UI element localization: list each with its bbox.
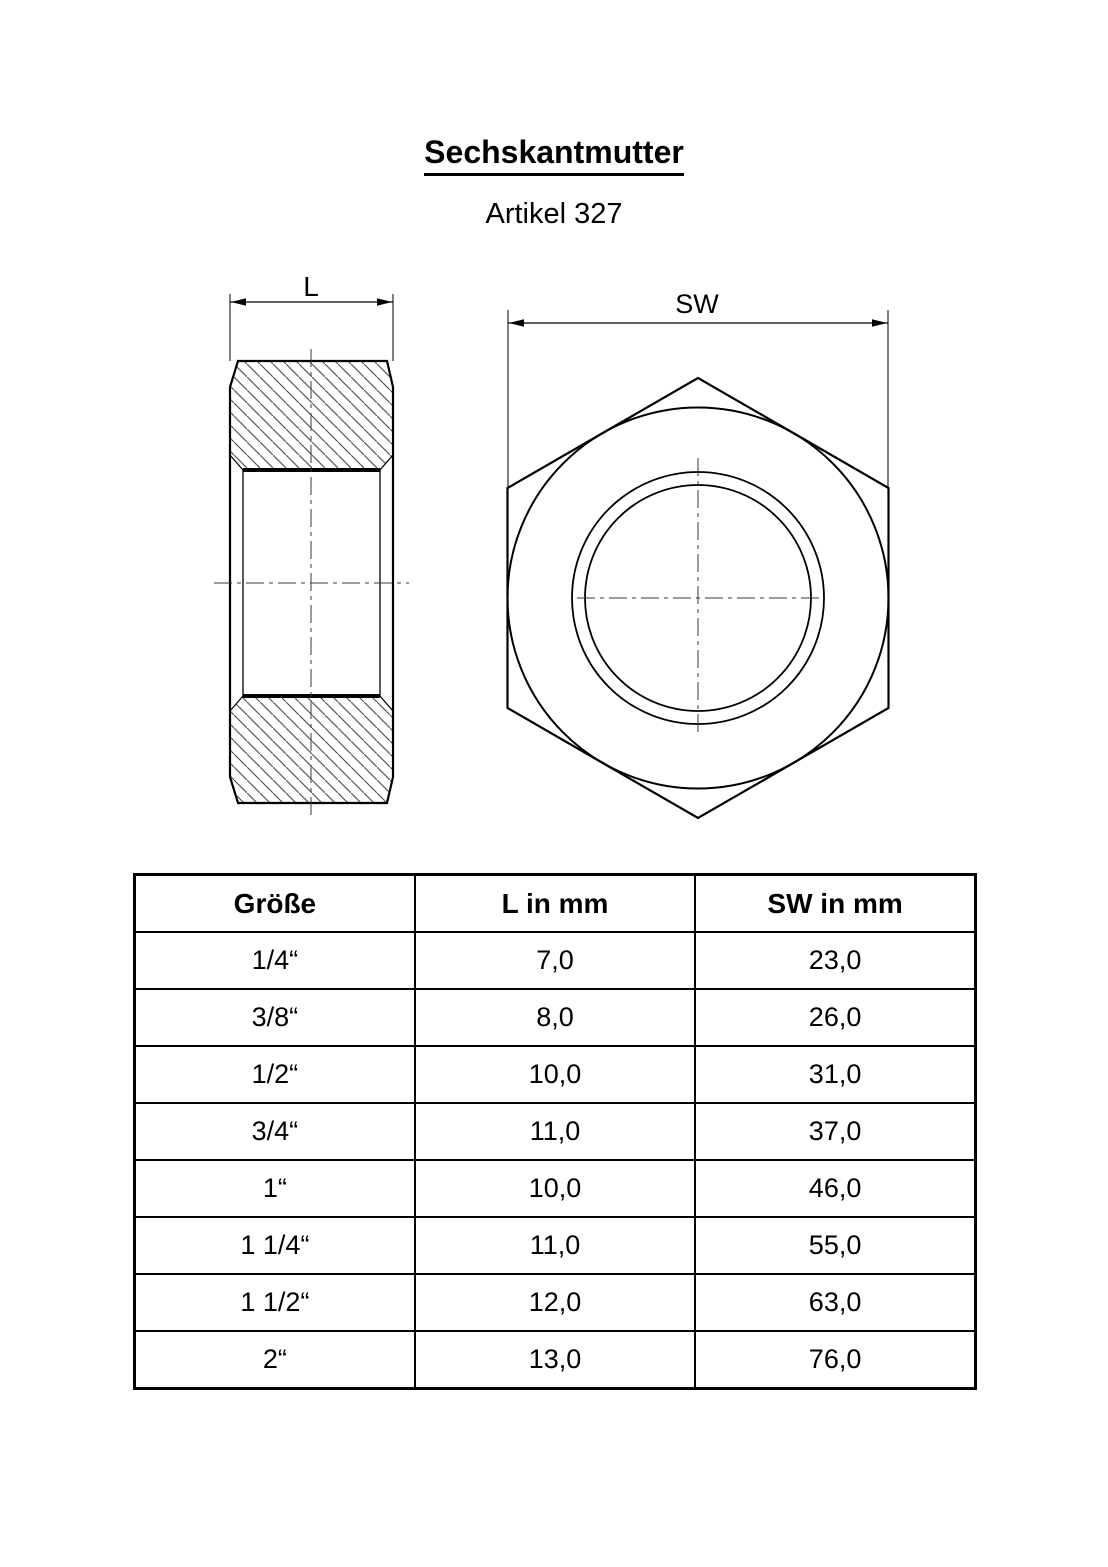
cell-l: 11,0	[415, 1217, 695, 1274]
header-sw-mm: SW in mm	[695, 875, 975, 933]
table-row	[135, 1217, 976, 1274]
table-row	[135, 1160, 976, 1217]
table-row	[135, 1103, 976, 1160]
article-number: Artikel 327	[485, 198, 623, 230]
cell-size: 1/2“	[135, 1046, 415, 1103]
cell-sw: 37,0	[695, 1103, 975, 1160]
cell-size: 1 1/2“	[135, 1274, 415, 1331]
l-arrow-right	[377, 298, 392, 306]
cell-l: 8,0	[415, 989, 695, 1046]
cell-sw: 26,0	[695, 989, 975, 1046]
cell-size: 3/4“	[135, 1103, 415, 1160]
front-view	[508, 289, 889, 818]
table-row	[135, 1046, 976, 1103]
sw-arrow-left	[509, 319, 524, 327]
cell-l: 11,0	[415, 1103, 695, 1160]
cell-sw: 63,0	[695, 1274, 975, 1331]
l-dimension-label: L	[303, 271, 319, 302]
dimension-table	[133, 873, 977, 1390]
cell-size: 1“	[135, 1160, 415, 1217]
cell-size: 2“	[135, 1331, 415, 1389]
cell-l: 7,0	[415, 932, 695, 989]
cell-sw: 76,0	[695, 1331, 975, 1389]
cell-sw: 23,0	[695, 932, 975, 989]
cell-l: 10,0	[415, 1046, 695, 1103]
sw-dimension-label: SW	[675, 289, 719, 319]
cell-l: 12,0	[415, 1274, 695, 1331]
cell-l: 13,0	[415, 1331, 695, 1389]
cell-sw: 55,0	[695, 1217, 975, 1274]
table-row	[135, 1331, 976, 1389]
side-view	[214, 271, 409, 817]
cell-l: 10,0	[415, 1160, 695, 1217]
l-arrow-left	[231, 298, 246, 306]
page-title-text: Sechskantmutter	[424, 134, 684, 176]
table-row	[135, 1274, 976, 1331]
cell-sw: 31,0	[695, 1046, 975, 1103]
sw-arrow-right	[872, 319, 887, 327]
cell-size: 1 1/4“	[135, 1217, 415, 1274]
table-header-row	[135, 875, 976, 933]
header-groesse: Größe	[135, 875, 415, 933]
table-row	[135, 989, 976, 1046]
cell-size: 3/8“	[135, 989, 415, 1046]
header-l-mm: L in mm	[415, 875, 695, 933]
cell-size: 1/4“	[135, 932, 415, 989]
table-row	[135, 932, 976, 989]
cell-sw: 46,0	[695, 1160, 975, 1217]
